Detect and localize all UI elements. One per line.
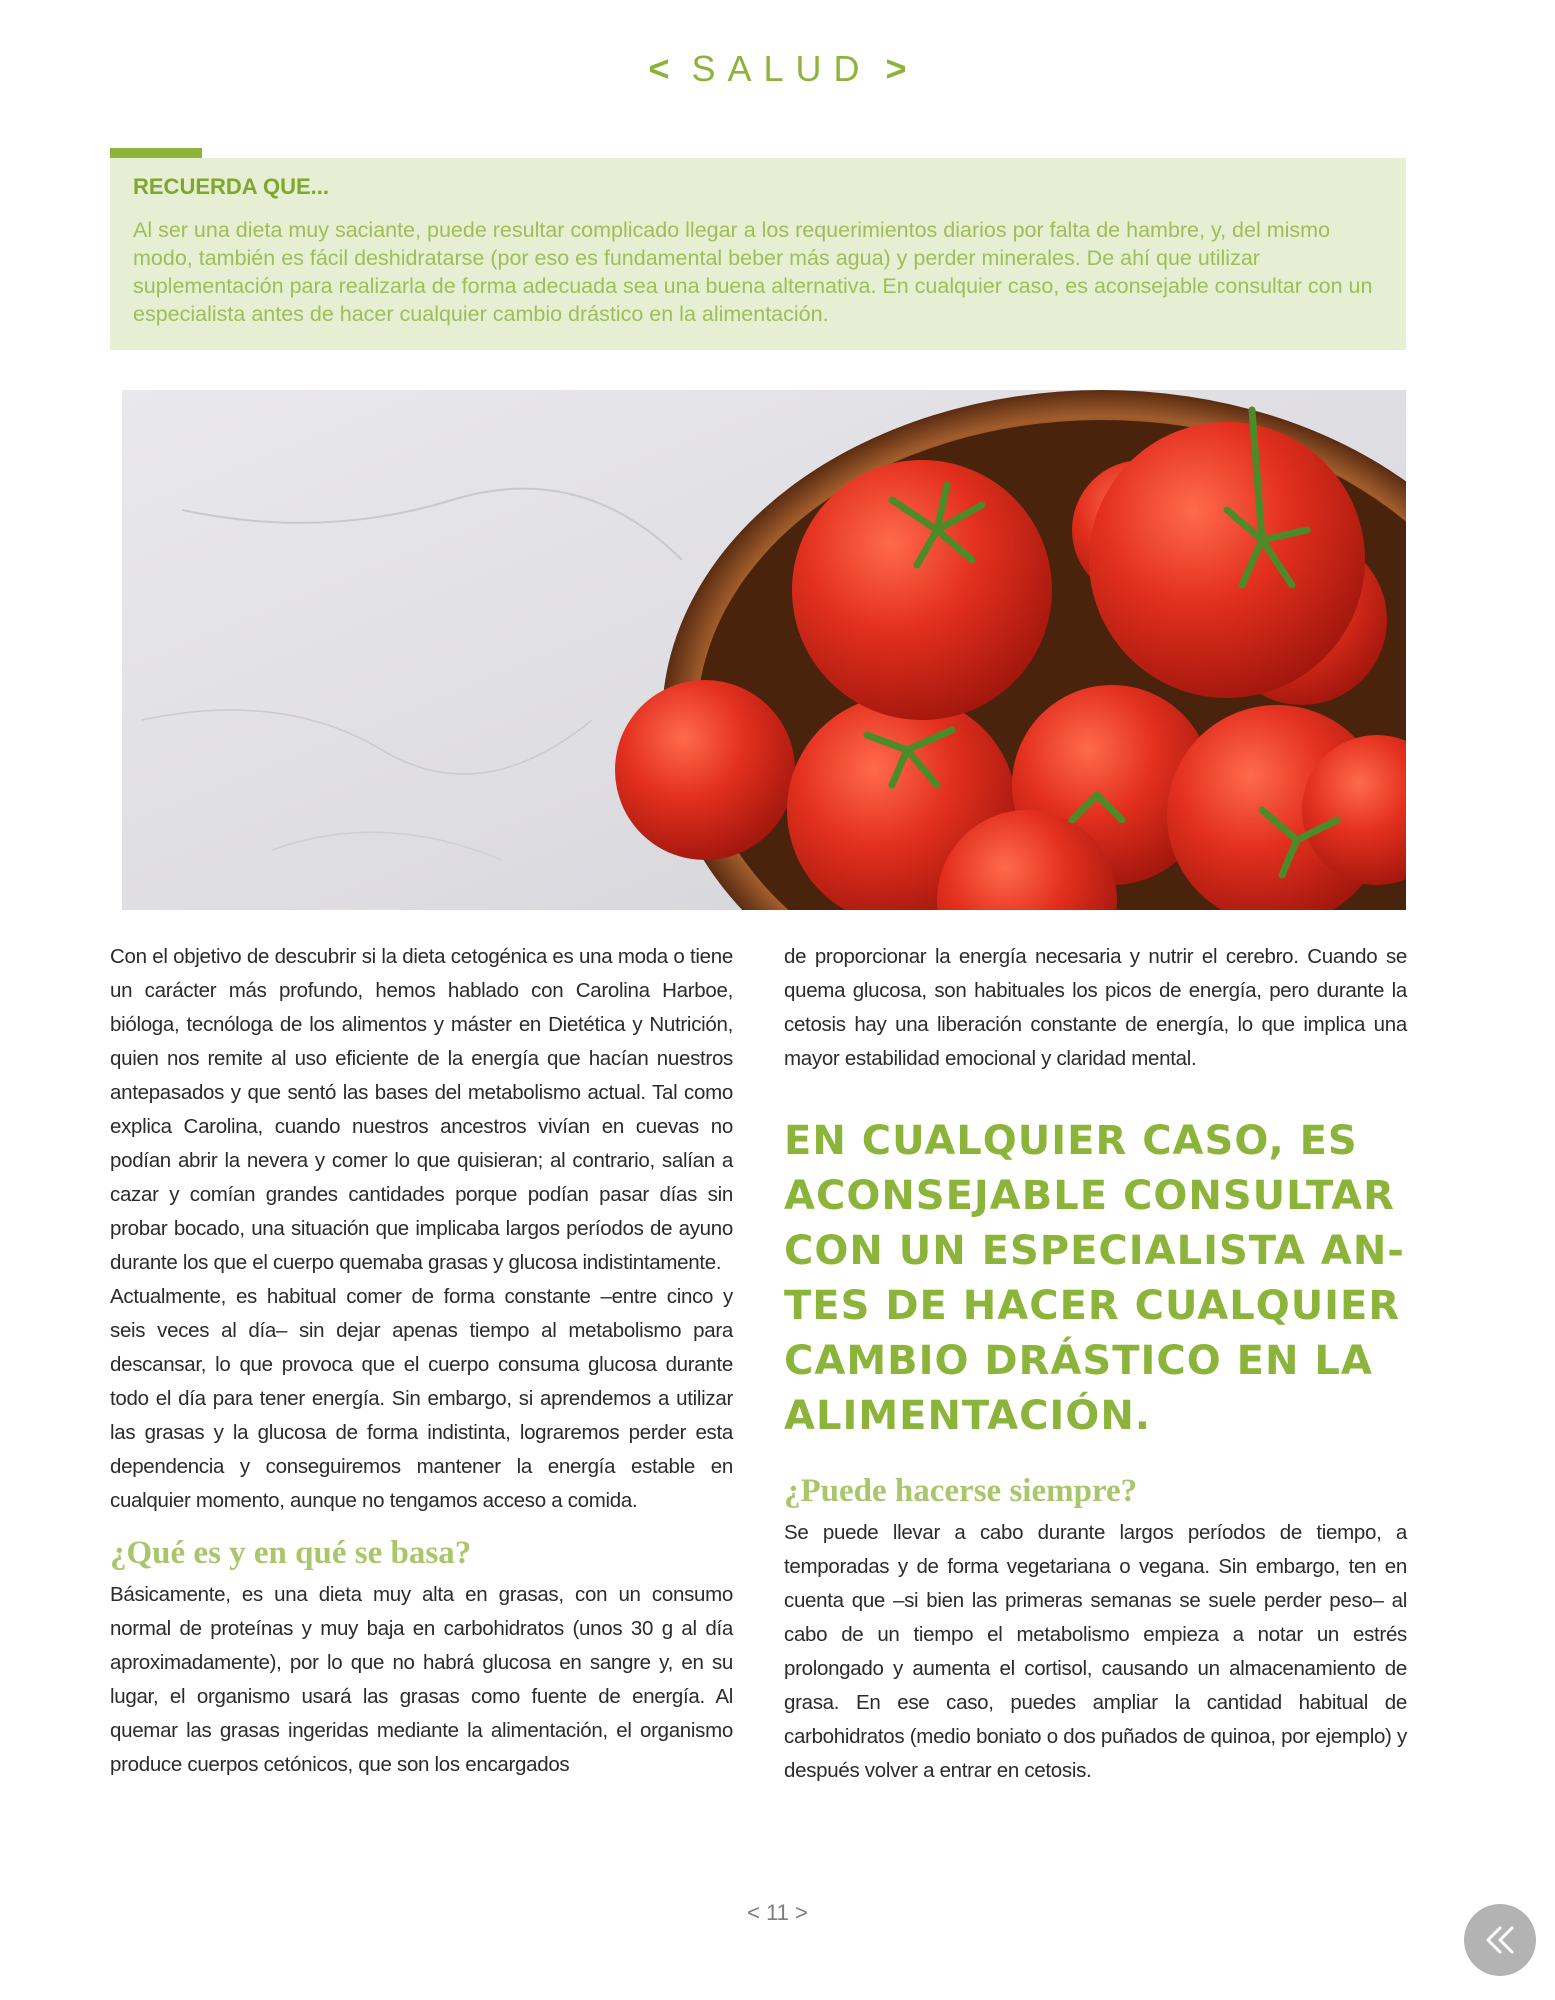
subheading: ¿Puede hacerse siempre? bbox=[784, 1473, 1138, 1509]
pull-quote: EN CUALQUIER CASO, ES ACONSEJABLE CONSULTAR CON UN ESPECIALISTA AN-TES DE HACER CUALQUIER CAMBIO DRÁSTICO EN LA ALIMENTACIÓN. bbox=[784, 1118, 1405, 1439]
tomato-basket-photo bbox=[122, 390, 1406, 910]
right-chevron-icon: > bbox=[885, 48, 907, 89]
left-column bbox=[110, 940, 733, 1782]
subheading: ¿Qué es y en qué se basa? bbox=[110, 1535, 472, 1571]
section-header bbox=[0, 48, 1555, 90]
paragraph: Se puede llevar a cabo durante largos períodos de tiempo, a temporadas y de forma vegetariana o vegana. Sin embargo, ten en cuenta que –si bien las primeras semanas se suele perder peso– al cabo de un tiempo el metabolismo empieza a notar un estrés prolongado y aumenta el cortisol, causando un almacenamiento de grasa. En ese caso, puedes ampliar la cantidad habitual de carbohidratos (medio boniato o dos puñados de quinoa, por ejemplo) y después volver a entrar en cetosis. bbox=[784, 1521, 1407, 1782]
paragraph: Actualmente, es habitual comer de forma constante –entre cinco y seis veces al día– sin dejar apenas tiempo al metabolismo para descansar, lo que provoca que el cuerpo consuma glucosa durante todo el día para tener energía. Sin embargo, si aprendemos a utilizar las grasas y la glucosa de forma indistinta, lograremos perder esta dependencia y conseguiremos mantener la energía estable en cualquier momento, aunque no tengamos acceso a comida. bbox=[110, 1285, 733, 1512]
callout-tab bbox=[110, 148, 202, 158]
paragraph: de proporcionar la energía necesaria y nutrir el cerebro. Cuando se quema glucosa, son habituales los picos de energía, pero durante la cetosis hay una liberación constante de energía, lo que implica una mayor estabilidad emocional y claridad mental. bbox=[784, 945, 1407, 1070]
double-chevron-left-icon bbox=[1480, 1920, 1520, 1960]
left-chevron-icon: < bbox=[648, 48, 670, 89]
paragraph: Básicamente, es una dieta muy alta en grasas, con un consumo normal de proteínas y muy baja en carbohidratos (unos 30 g al día aproximadamente), por lo que no habrá glucosa en sangre y, en su lugar, el organismo usará las grasas como fuente de energía. Al quemar las grasas ingeridas mediante la alimentación, el organismo produce cuerpos cetónicos, que son los encargados bbox=[110, 1583, 733, 1776]
callout-body: Al ser una dieta muy saciante, puede resultar complicado llegar a los requerimientos diarios por falta de hambre, y, del mismo modo, también es fácil deshidratarse (por eso es fundamental beber más agua) y perder minerales. De ahí que utilizar suplementación para realizarla de forma adecuada sea una buena alternativa. En cualquier caso, es aconsejable consultar con un especialista antes de hacer cualquier cambio drástico en la alimentación. bbox=[133, 218, 1373, 326]
paragraph: Con el objetivo de descubrir si la dieta cetogénica es una moda o tiene un carácter más profundo, hemos hablado con Carolina Harboe, bióloga, tecnóloga de los alimentos y máster en Dietética y Nutrición, quien nos remite al uso eficiente de la energía que hacían nuestros antepasados y que sentó las bases del metabolismo actual. Tal como explica Carolina, cuando nuestros ancestros vivían en cuevas no podían abrir la nevera y comer lo que quisieran; al contrario, salían a cazar y comían grandes cantidades porque podían pasar días sin probar bocado, una situación que implicaba largos períodos de ayuno durante los que el cuerpo quemaba grasas y glucosa indistintamente. bbox=[110, 945, 733, 1274]
section-title: SALUD bbox=[691, 48, 872, 89]
callout-box bbox=[110, 158, 1406, 350]
page-number: < 11 > bbox=[747, 1900, 808, 1925]
right-column bbox=[784, 940, 1407, 1788]
callout-title: RECUERDA QUE... bbox=[133, 174, 329, 199]
back-navigation-button[interactable] bbox=[1464, 1904, 1536, 1976]
